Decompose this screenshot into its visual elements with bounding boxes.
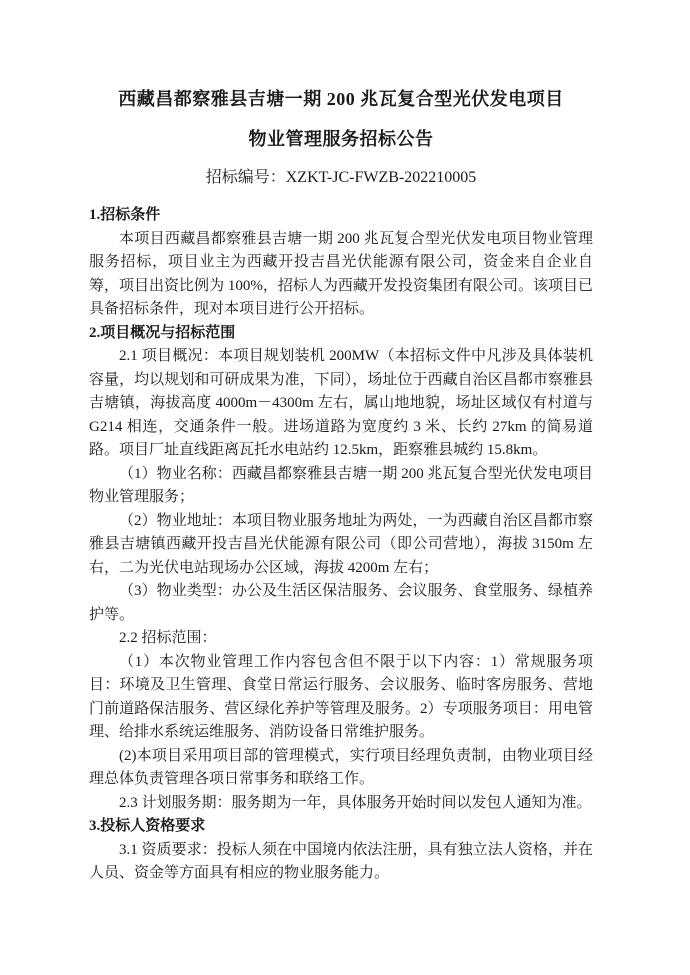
paragraph: （3）物业类型：办公及生活区保洁服务、会议服务、食堂服务、绿植养护等。 <box>89 583 593 623</box>
paragraph: 3.1 资质要求：投标人须在中国境内依法注册，具有独立法人资格，并在人员、资金等方面具有相应的物业服务能力。 <box>89 841 593 881</box>
section-heading: 1.招标条件 <box>89 207 161 223</box>
paragraph: 2.3 计划服务期：服务期为一年，具体服务开始时间以发包人通知为准。 <box>119 794 592 811</box>
section-bidder-qualifications <box>89 815 593 886</box>
paragraph: 本项目西藏昌都察雅县吉塘一期 200 兆瓦复合型光伏发电项目物业管理服务招标，项目业主为西藏开投吉昌光伏能源有限公司，资金来自企业自筹，项目出资比例为 100%，招标人为西藏开发投资集团有限公司。该项目已具备招标条件，现对本项目进行公开招标。 <box>89 230 593 317</box>
tender-number: 招标编号：XZKT-JC-FWZB-202210005 <box>205 169 477 186</box>
paragraph: （2）物业地址：本项目物业服务地址为两处，一为西藏自治区昌都市察雅县吉塘镇西藏开投吉昌光伏能源有限公司（即公司营地），海拔 3150m 左右，二为光伏电站现场办公区域，海拔 4200m 左右； <box>89 512 593 576</box>
paragraph: （1）本次物业管理工作内容包含但不限于以下内容：1）常规服务项目：环境及卫生管理、食堂日常运行服务、会议服务、临时客房服务、营地门前道路保洁服务、营区绿化养护等管理及服务。2）专项服务项目：用电管理、给排水系统运维服务、消防设备日常维护服务。 <box>89 653 593 740</box>
section-heading: 2.项目概况与招标范围 <box>89 324 236 341</box>
paragraph: 2.1 项目概况：本项目规划装机 200MW（本招标文件中凡涉及具体装机容量，均以规划和可研成果为准，下同），场址位于西藏自治区昌都市察雅县吉塘镇，海拔高度 4000m－4300m 左右，属山地地貌，场址区域仅有村道与 G214 相连，交通条件一般。进场道路为宽度约 3 米、长约 27km 的简易道路。项目厂址直线距离瓦托水电站约 12.5km，距察雅县城约 15.8km。 <box>89 348 593 458</box>
document-title-line2: 物业管理服务招标公告 <box>248 129 434 149</box>
document-title-line1: 西藏昌都察雅县吉塘一期 200 兆瓦复合型光伏发电项目 <box>118 89 564 109</box>
paragraph: （1）物业名称：西藏昌都察雅县吉塘一期 200 兆瓦复合型光伏发电项目物业管理服务； <box>89 465 593 505</box>
paragraph: 2.2 招标范围： <box>119 630 217 646</box>
section-heading: 3.投标人资格要求 <box>89 818 206 834</box>
section-project-overview <box>89 322 593 816</box>
section-tender-conditions <box>89 204 593 322</box>
paragraph: (2)本项目采用项目部的管理模式，实行项目经理负责制，由物业项目经理总体负责管理各项日常事务和联络工作。 <box>89 747 593 787</box>
document-body <box>89 204 593 886</box>
